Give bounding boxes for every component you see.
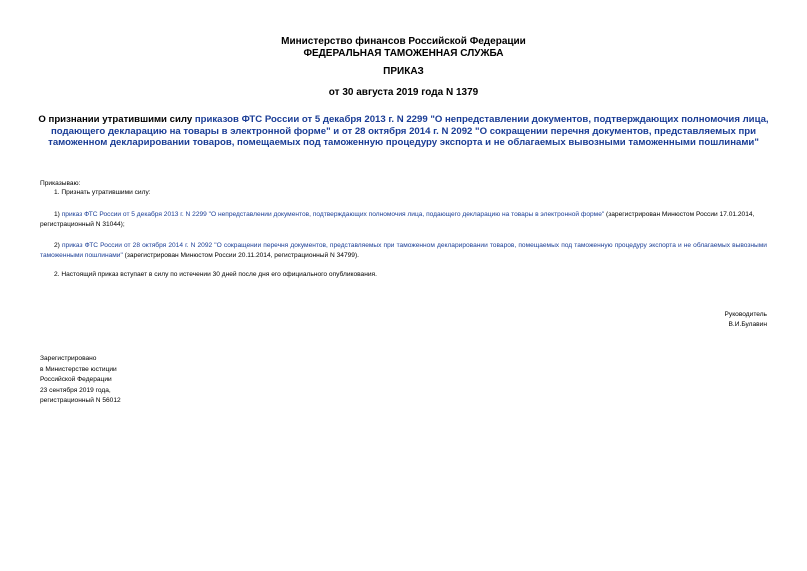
- document-date-number: от 30 августа 2019 года N 1379: [328, 87, 479, 98]
- signature-block: [725, 310, 767, 330]
- document-header-ministry: [0, 36, 807, 60]
- subitem-2-number: 2): [54, 242, 62, 249]
- subitem-1-number: 1): [54, 211, 62, 218]
- order-intro: Приказываю:: [40, 180, 81, 187]
- order-item-2: 2. Настоящий приказ вступает в силу по истечении 30 дней после дня его официального опубликования.: [54, 271, 377, 278]
- title-link[interactable]: приказов ФТС России от 5 декабря 2013 г. N 2299 "О непредставлении документов, подтверждающих полномочия лица, подающего декларацию на товары в электронной форме" и от 28 октября 2014 г. N 2092 "О сокращении перечня документов, представляемых при таможенном декларировании товаров, помещаемых под таможенную процедуру экспорта и не облагаемых вывозными таможенными пошлинами": [48, 114, 769, 148]
- subitem-1-registration: (зарегистрирован Минюстом России 17.01.2014, регистрационный N 31044);: [40, 211, 755, 228]
- registration-block: [40, 354, 121, 407]
- registration-line: Российской Федерации: [40, 376, 112, 383]
- order-subitem-2: [40, 241, 767, 261]
- title-prefix: О признании утратившими силу: [38, 114, 195, 125]
- registration-line: 23 сентября 2019 года,: [40, 386, 111, 394]
- order-subitem-1: [40, 210, 767, 230]
- subitem-1-link[interactable]: приказ ФТС России от 5 декабря 2013 г. N 2299 "О непредставлении документов, подтверждающих полномочия лица, подающего декларацию на товары в электронной форме": [61, 211, 605, 218]
- signature-position: Руководитель: [724, 311, 767, 318]
- document-title: [30, 114, 777, 149]
- registration-line: Зарегистрировано: [40, 355, 97, 362]
- signature-name: В.И.Булавин: [728, 321, 767, 328]
- document-type: ПРИКАЗ: [383, 66, 424, 77]
- registration-line: регистрационный N 56012: [40, 397, 121, 404]
- subitem-2-registration: (зарегистрирован Минюстом России 20.11.2014, регистрационный N 34799).: [122, 252, 359, 259]
- order-item-1: 1. Признать утратившими силу:: [54, 189, 151, 196]
- ministry-name: Министерство финансов Российской Федерации: [281, 36, 526, 47]
- registration-line: в Министерстве юстиции: [40, 365, 117, 373]
- service-name: ФЕДЕРАЛЬНАЯ ТАМОЖЕННАЯ СЛУЖБА: [303, 48, 504, 59]
- subitem-2-link[interactable]: приказ ФТС России от 28 октября 2014 г. N 2092 "О сокращении перечня документов, представляемых при таможенном декларировании товаров, помещаемых под таможенную процедуру экспорта и не облагаемых вывозными таможенными пошлинами": [40, 242, 767, 259]
